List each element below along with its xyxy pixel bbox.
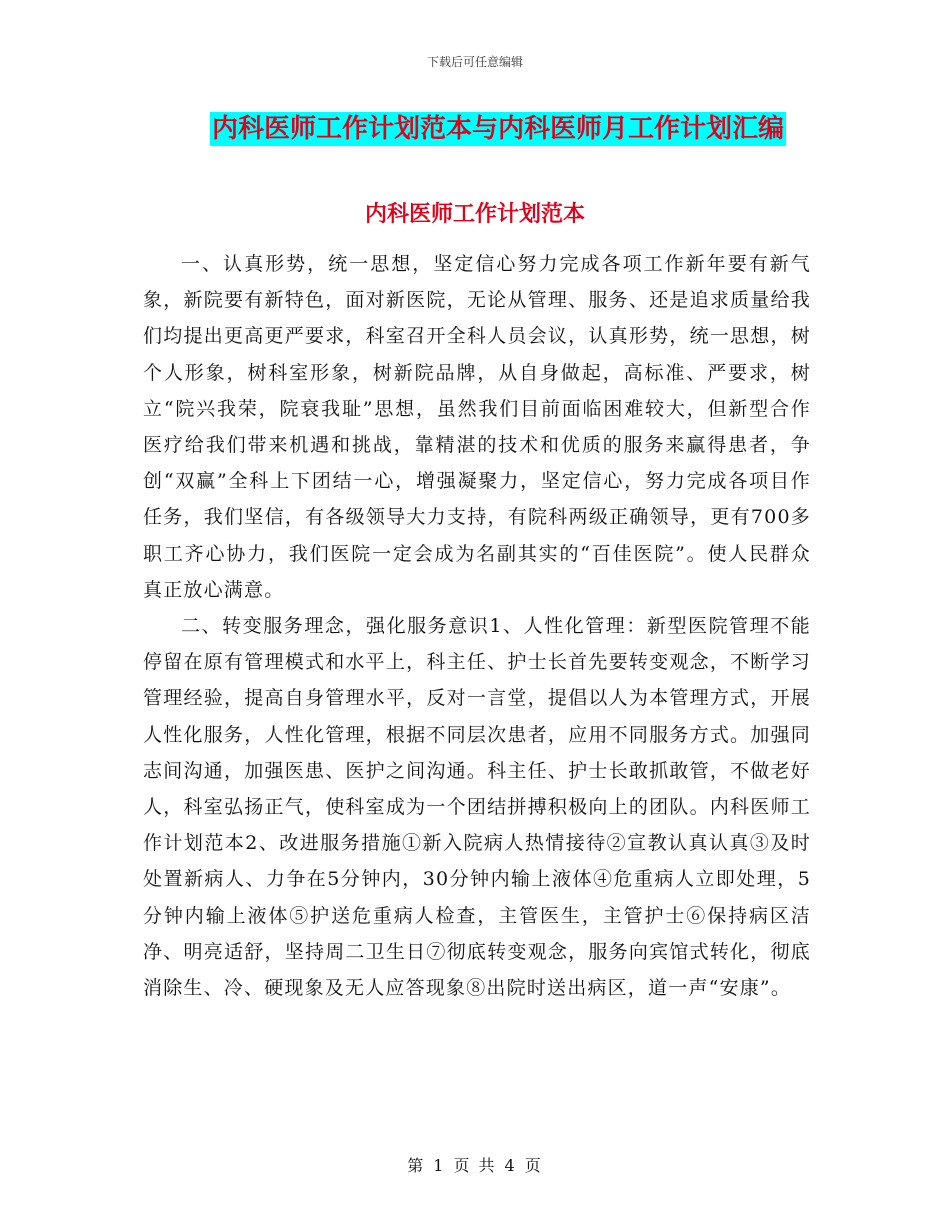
paragraph-2: 二、转变服务理念，强化服务意识1、人性化管理：新型医院管理不能停留在原有管理模式和水平上，科主任、护士长首先要转变观念，不断学习管理经验，提高自身管理水平，反对一言堂，提倡以人为本管理方式，开展人性化服务，人性化管理，根据不同层次患者，应用不同服务方式。加强同志间沟通，加强医患、医护之间沟通。科主任、护士长敢抓敢管，不做老好人，科室弘扬正气，使科室成为一个团结拼搏积极向上的团队。内科医师工作计划范本2、改进服务措施①新入院病人热情接待②宣教认真认真③及时处置新病人、力争在5分钟内，30分钟内输上液体④危重病人立即处理，5分钟内输上液体⑤护送危重病人检查，主管医生，主管护士⑥保持病区洁净、明亮适舒，坚持周二卫生日⑦彻底转变观念，服务向宾馆式转化，彻底消除生、冷、硬现象及无人应答现象⑧出院时送出病区，道一声“安康”。 — [143, 615, 811, 1000]
page-footer — [0, 1153, 950, 1176]
document-title-container — [0, 112, 950, 146]
footer-page-number: 1 — [433, 1156, 446, 1175]
footer-suffix: 页 — [524, 1156, 543, 1175]
page-header-note: 下载后可任意编辑 — [426, 55, 523, 69]
document-title: 内科医师工作计划范本与内科医师月工作计划汇编 — [211, 114, 784, 144]
section-title: 内科医师工作计划范本 — [364, 202, 585, 227]
footer-middle: 页 共 — [453, 1156, 497, 1175]
document-body — [143, 246, 811, 1006]
paragraph-1: 一、认真形势，统一思想，坚定信心努力完成各项工作新年要有新气象，新院要有新特色，面对新医院，无论从管理、服务、还是追求质量给我们均提出更高更严要求，科室召开全科人员会议，认真形势，统一思想，树个人形象，树科室形象，树新院品牌，从自身做起，高标准、严要求，树立“院兴我荣，院衰我耻”思想，虽然我们目前面临困难较大，但新型合作医疗给我们带来机遇和挑战，靠精湛的技术和优质的服务来赢得患者，争创“双赢”全科上下团结一心，增强凝聚力，坚定信心，努力完成各项目作任务，我们坚信，有各级领导大力支持，有院科两级正确领导，更有700多职工齐心协力，我们医院一定会成为名副其实的“百佳医院”。使人民群众真正放心满意。 — [143, 253, 811, 601]
footer-prefix: 第 — [407, 1156, 426, 1175]
footer-total-pages: 4 — [504, 1156, 517, 1175]
